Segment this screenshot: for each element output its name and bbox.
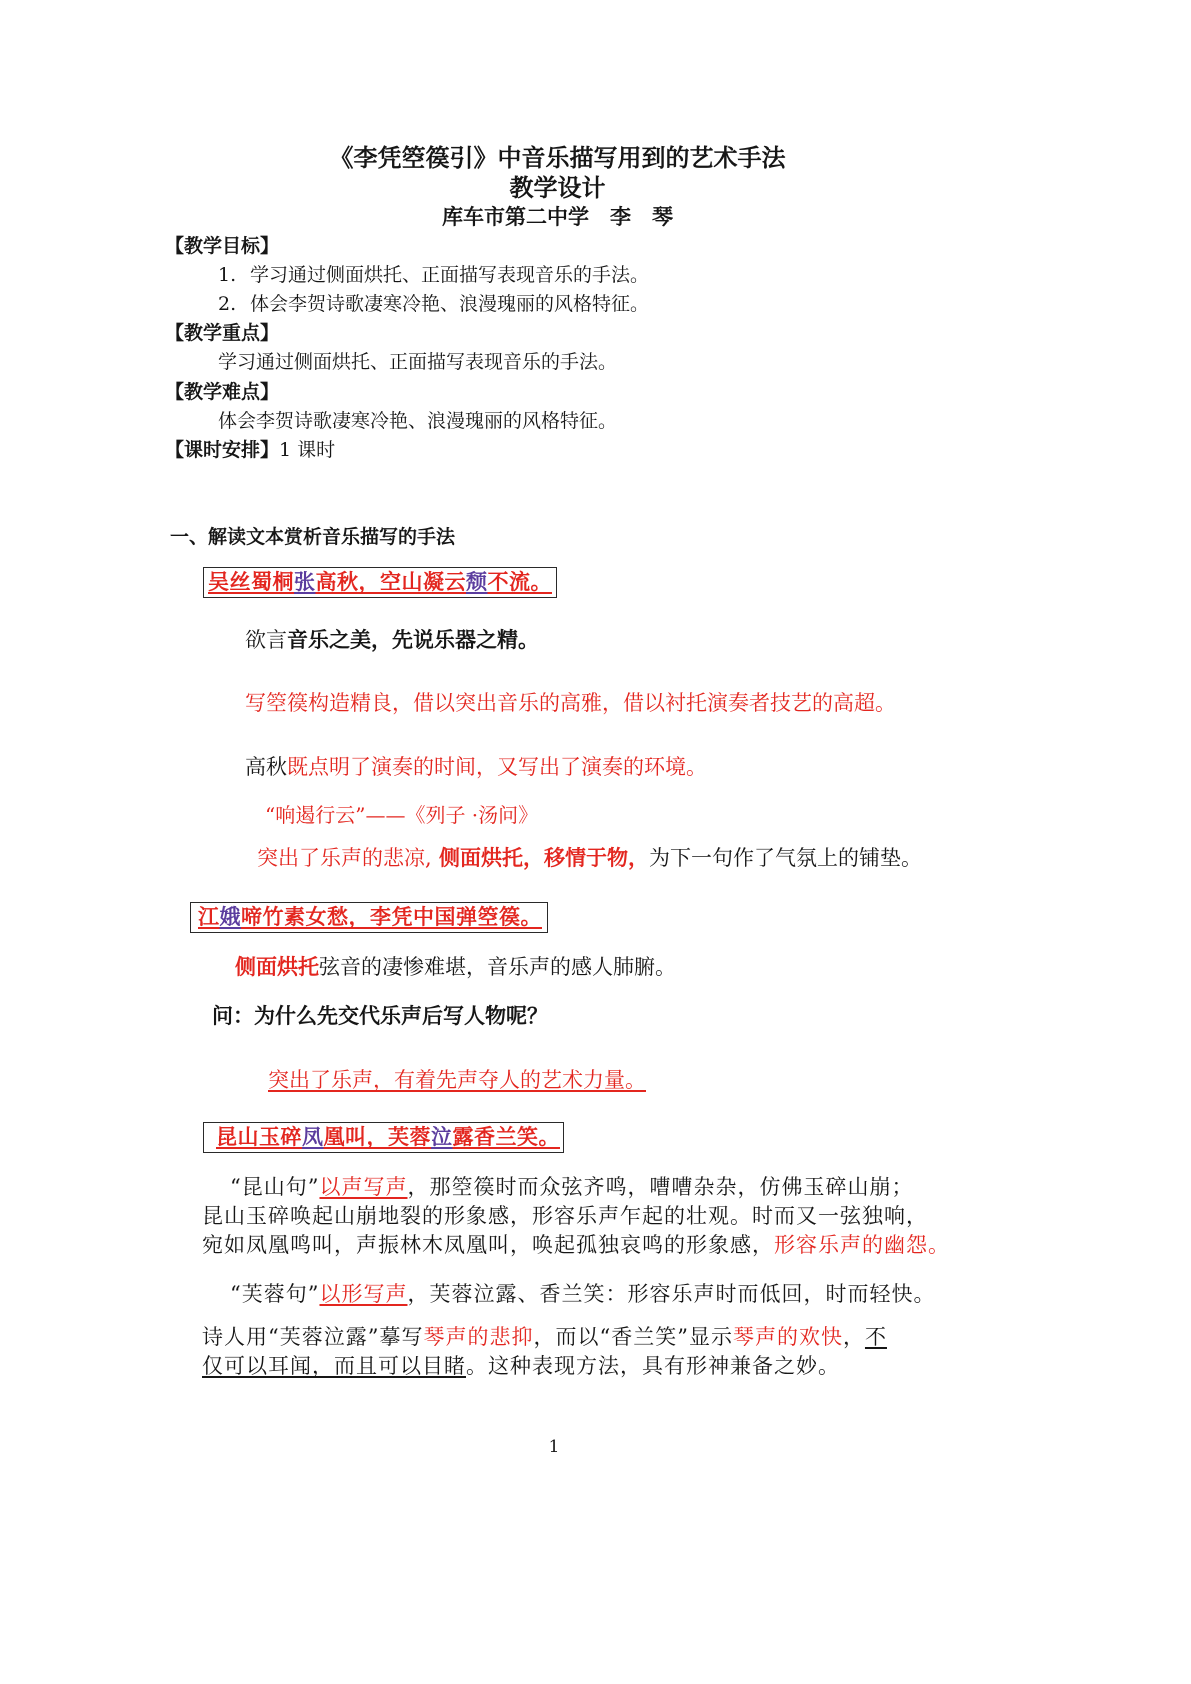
- note-effect-technique: 侧面烘托，移情于物，: [431, 846, 649, 870]
- section-heading: 一、解读文本赏析音乐描写的手法: [170, 526, 456, 548]
- difficulty-heading: 【教学难点】: [165, 381, 280, 403]
- note-side-text: 弦音的凄惨难堪，音乐声的感人肺腑。: [319, 955, 676, 979]
- objective-item-1: [218, 260, 649, 290]
- document-subtitle: 教学设计: [509, 173, 606, 202]
- note-effect: [257, 843, 922, 873]
- objective-text: 学习通过侧面烘托、正面描写表现音乐的手法。: [250, 264, 650, 286]
- analysis-label: “昆山句”: [230, 1175, 320, 1199]
- schedule-line: [165, 435, 335, 465]
- analysis-kunshan-line-1: [230, 1172, 913, 1202]
- note-side: [235, 952, 676, 982]
- verse-segment: 高秋，空山凝云: [315, 570, 466, 594]
- analysis-furong-line: [230, 1279, 935, 1309]
- analysis-kunshan-line-3: [202, 1230, 950, 1260]
- objective-number: 2.: [218, 293, 237, 315]
- objective-text: 体会李贺诗歌凄寒冷艳、浪漫瑰丽的风格特征。: [250, 293, 650, 315]
- verse-key-char: 张: [294, 570, 316, 594]
- note-emphasis: 音乐之美，先说乐器之精。: [287, 628, 539, 652]
- analysis-label: “芙蓉句”: [230, 1282, 320, 1306]
- note-keyword: 高秋: [245, 755, 287, 779]
- key-point-heading: 【教学重点】: [165, 322, 280, 344]
- analysis-underlined: 仅可以耳闻，而且可以目睹: [202, 1354, 466, 1378]
- verse-box-3: [203, 1122, 564, 1153]
- page-number: 1: [548, 1437, 560, 1457]
- analysis-text: 。这种表现方法，具有形神兼备之妙。: [466, 1354, 840, 1378]
- objective-item-2: [218, 289, 649, 319]
- verse-segment: 啼竹素女愁，李凭中国弹箜篌。: [241, 905, 542, 929]
- key-point-text: 学习通过侧面烘托、正面描写表现音乐的手法。: [218, 351, 618, 373]
- analysis-text: ，: [842, 1325, 865, 1349]
- objectives-heading: 【教学目标】: [165, 235, 280, 257]
- analysis-technique: 以声写声: [319, 1175, 408, 1199]
- note-craft: 写箜篌构造精良，借以突出音乐的高雅，借以衬托演奏者技艺的高超。: [245, 691, 896, 715]
- author-line: 库车市第二中学 李 琴: [442, 204, 673, 229]
- verse-key-char: 泣: [431, 1125, 453, 1149]
- analysis-text: 诗人用“芙蓉泣露”摹写: [202, 1325, 424, 1349]
- schedule-value: 1 课时: [279, 439, 336, 461]
- verse-key-char: 娥: [219, 905, 241, 929]
- difficulty-text: 体会李贺诗歌凄寒冷艳、浪漫瑰丽的风格特征。: [218, 410, 618, 432]
- analysis-highlight: 琴声的悲抑: [423, 1325, 534, 1349]
- discussion-question: 问：为什么先交代乐声后写人物呢？: [212, 1004, 548, 1028]
- analysis-text: 宛如凤凰鸣叫，声振林木凤凰叫，唤起孤独哀鸣的形象感，: [202, 1233, 774, 1257]
- analysis-poet-line-1: [202, 1322, 887, 1352]
- note-effect-tail: 为下一句作了气氛上的铺垫。: [649, 846, 922, 870]
- note-instrument: [245, 625, 539, 655]
- verse-segment: 江: [198, 905, 220, 929]
- analysis-text: 昆山玉碎唤起山崩地裂的形象感，形容乐声乍起的壮观。时而又一弦独响，: [202, 1204, 928, 1228]
- note-effect-lead: 突出了乐声的悲凉,: [257, 846, 432, 870]
- verse-box-2: [190, 902, 548, 933]
- schedule-heading: 【课时安排】: [165, 439, 280, 461]
- note-explanation: 既点明了演奏的时间，又写出了演奏的环境。: [287, 755, 707, 779]
- verse-segment: 吴丝蜀桐: [208, 570, 294, 594]
- verse-box-1: [203, 567, 557, 598]
- note-autumn: [245, 752, 707, 782]
- discussion-answer: 突出了乐声，有着先声夺人的艺术力量。: [268, 1068, 646, 1092]
- verse-segment: 凰叫，芙蓉: [323, 1125, 431, 1149]
- analysis-text: ，那箜篌时而众弦齐鸣，嘈嘈杂杂，仿佛玉碎山崩；: [407, 1175, 914, 1199]
- verse-key-char: 颓: [466, 570, 488, 594]
- note-side-technique: 侧面烘托: [235, 955, 319, 979]
- analysis-underlined: 不: [864, 1325, 887, 1349]
- objective-number: 1.: [218, 264, 237, 286]
- note-lead: 欲言: [245, 628, 287, 652]
- analysis-highlight: 形容乐声的幽怨。: [774, 1233, 950, 1257]
- analysis-poet-line-2: [202, 1351, 840, 1381]
- document-title: 《李凭箜篌引》中音乐描写用到的艺术手法: [329, 143, 786, 172]
- analysis-text: ，芙蓉泣露、香兰笑：形容乐声时而低回，时而轻快。: [407, 1282, 936, 1306]
- verse-segment: 昆山玉碎: [216, 1125, 302, 1149]
- analysis-kunshan-line-2: [202, 1201, 928, 1231]
- verse-segment: 不流。: [487, 570, 552, 594]
- analysis-highlight: 琴声的欢快: [732, 1325, 843, 1349]
- verse-segment: 露香兰笑。: [452, 1125, 560, 1149]
- verse-key-char: 凤: [302, 1125, 324, 1149]
- analysis-text: ，而以“香兰笑”显示: [533, 1325, 733, 1349]
- allusion-citation: “响遏行云”——《列子 ·汤问》: [265, 803, 539, 827]
- analysis-technique: 以形写声: [319, 1282, 408, 1306]
